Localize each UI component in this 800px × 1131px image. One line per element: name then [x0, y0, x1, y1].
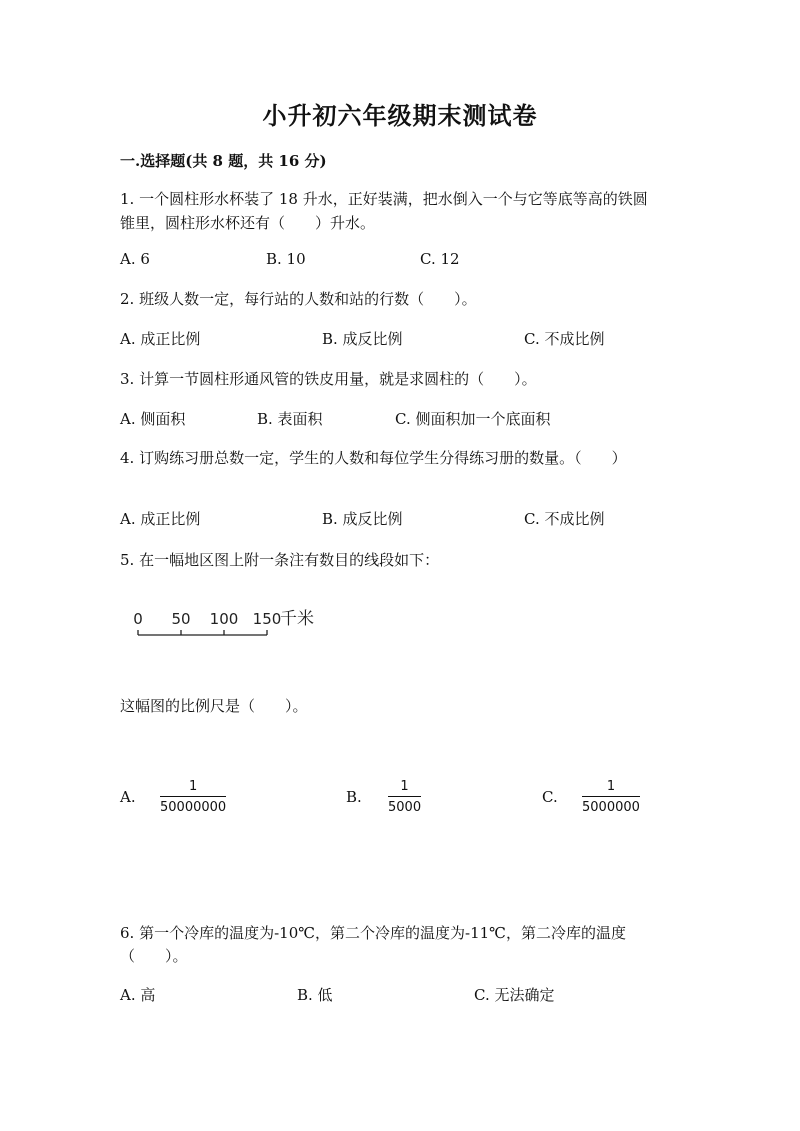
question-6-option-c: C. 无法确定	[474, 986, 555, 1004]
question-2-option-b: B. 成反比例	[322, 330, 403, 348]
fraction-numerator: 1	[188, 779, 198, 794]
question-2-option-a: A. 成正比例	[120, 330, 201, 348]
question-3-option-c: C. 侧面积加一个底面积	[395, 410, 551, 428]
question-6-option-b: B. 低	[297, 986, 333, 1004]
question-3-text: 3. 计算一节圆柱形通风管的铁皮用量，就是求圆柱的（ ）。	[120, 370, 537, 388]
scale-label-100: 100	[209, 610, 239, 628]
fraction-numerator: 1	[400, 779, 409, 794]
question-5-option-b-fraction	[388, 779, 421, 815]
question-4-option-a: A. 成正比例	[120, 510, 201, 528]
question-2-option-c: C. 不成比例	[524, 330, 605, 348]
question-1-line-1: 1. 一个圆柱形水杯装了 18 升水，正好装满，把水倒入一个与它等底等高的铁圆	[120, 190, 648, 208]
scale-label-50: 50	[171, 610, 191, 628]
question-4-option-b: B. 成反比例	[322, 510, 403, 528]
fraction-numerator: 1	[606, 779, 616, 794]
question-4-text: 4. 订购练习册总数一定，学生的人数和每位学生分得练习册的数量。（ ）	[120, 449, 627, 467]
question-5-option-a-fraction	[160, 779, 226, 815]
scale-unit-label: 千米	[280, 609, 314, 629]
scale-bar-figure	[130, 604, 330, 644]
fraction-denominator: 5000	[388, 800, 422, 815]
question-1-option-a: A. 6	[120, 250, 150, 268]
question-6-line-2: （ ）。	[120, 947, 188, 965]
question-3-option-a: A. 侧面积	[120, 410, 186, 428]
question-5-option-c-fraction	[582, 779, 640, 815]
question-6-option-a: A. 高	[120, 986, 156, 1004]
scale-label-0: 0	[133, 610, 143, 628]
question-5-question: 这幅图的比例尺是（ ）。	[120, 697, 308, 715]
question-6-line-1: 6. 第一个冷库的温度为-10℃，第二个冷库的温度为-11℃，第二冷库的温度	[120, 924, 626, 942]
question-2-text: 2. 班级人数一定，每行站的人数和站的行数（ ）。	[120, 290, 477, 308]
fraction-denominator: 5000000	[582, 800, 640, 815]
question-5-text: 5. 在一幅地区图上附一条注有数目的线段如下：	[120, 551, 440, 569]
question-1-option-b: B. 10	[266, 250, 306, 268]
question-5-option-c-label: C.	[542, 788, 558, 806]
fraction-denominator: 50000000	[160, 800, 227, 815]
question-1-line-2: 锥里，圆柱形水杯还有（ ）升水。	[120, 214, 376, 232]
page-title: 小升初六年级期末测试卷	[262, 101, 538, 130]
question-1-option-c: C. 12	[420, 250, 460, 268]
scale-label-150: 150	[252, 610, 282, 628]
section-heading: 一.选择题(共 8 题，共 16 分)	[120, 152, 327, 170]
question-4-option-c: C. 不成比例	[524, 510, 605, 528]
question-3-option-b: B. 表面积	[257, 410, 323, 428]
question-5-option-b-label: B.	[346, 788, 362, 806]
question-5-option-a-label: A.	[120, 788, 136, 806]
scale-bar-svg	[130, 604, 330, 644]
